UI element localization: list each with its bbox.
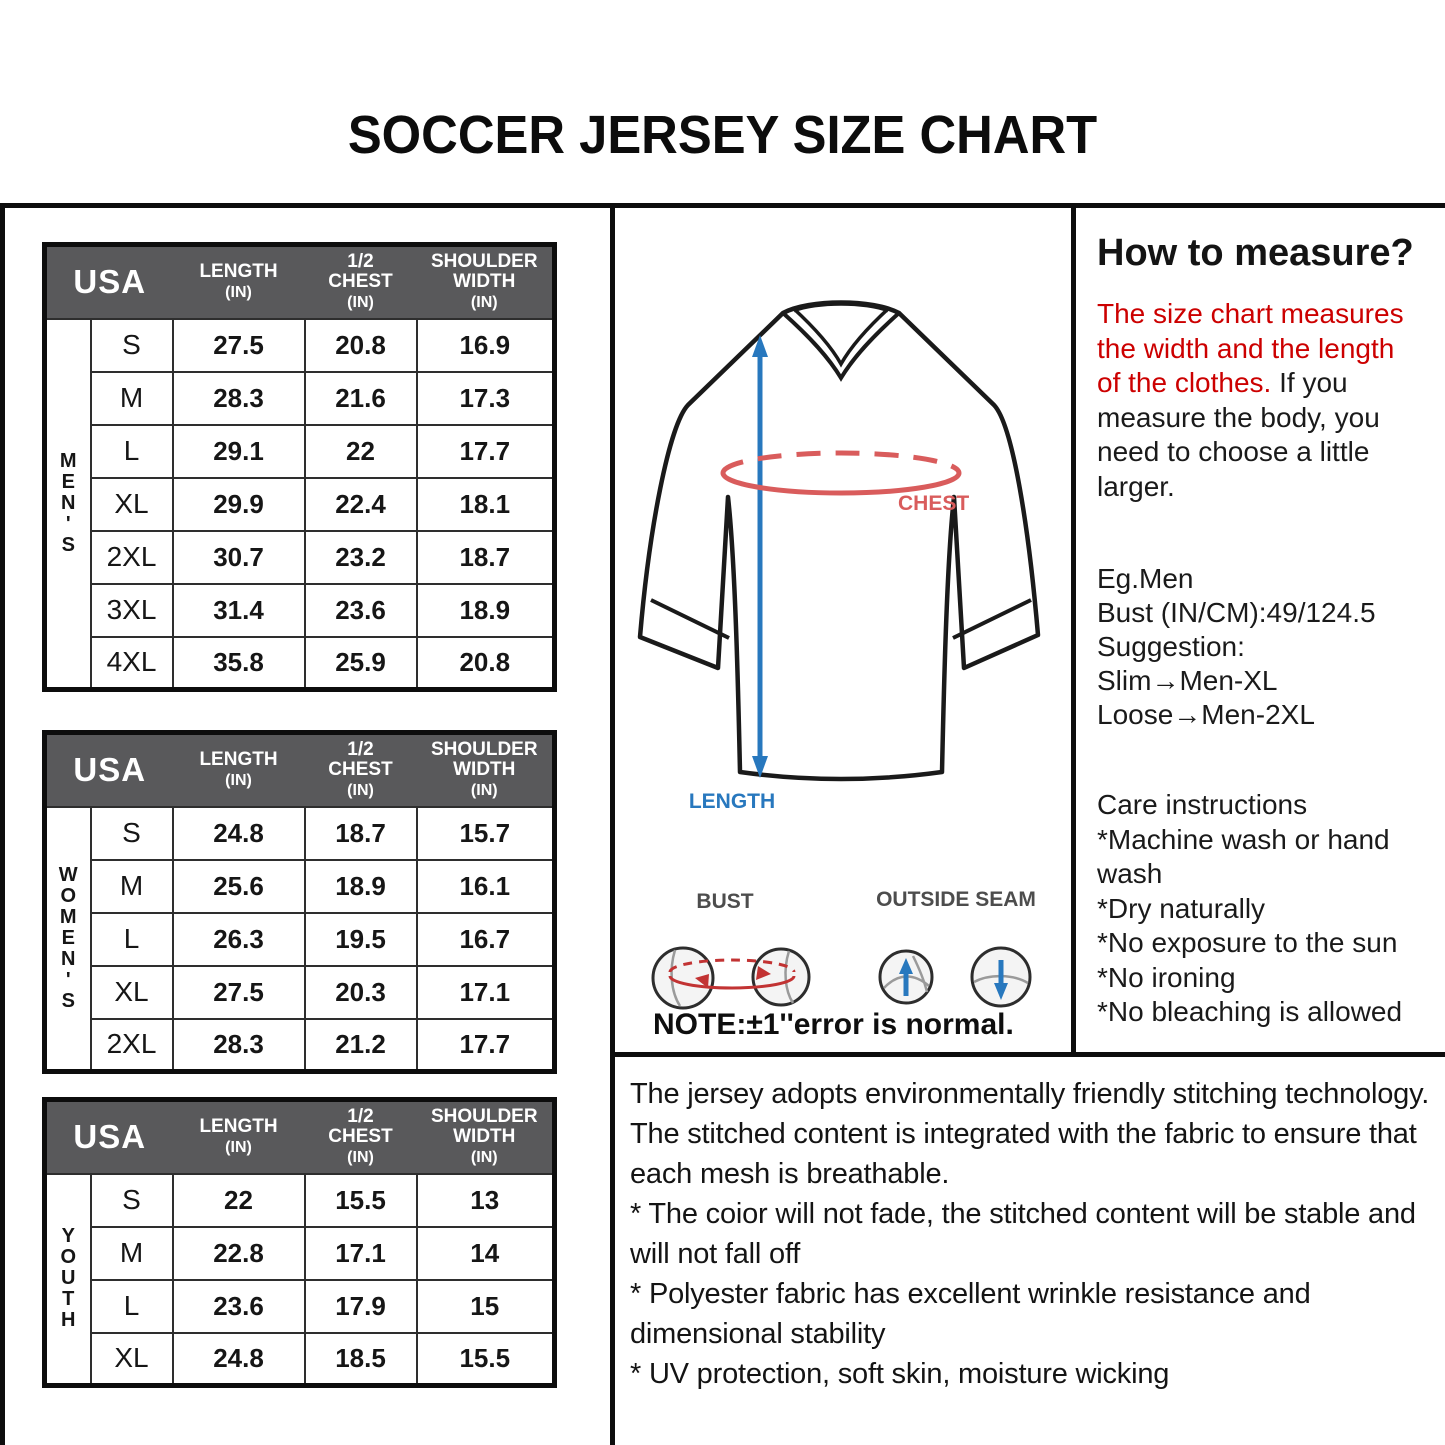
size-row [45,425,555,478]
length-cell: 29.9 [173,478,305,531]
length-cell: 25.6 [173,860,305,913]
size-row [45,372,555,425]
jersey-measure-diagram [613,210,1071,1050]
length-header: LENGTH (IN) [173,733,305,807]
chest-cell: 17.1 [305,1227,417,1280]
chest-cell: 21.6 [305,372,417,425]
horizontal-divider [610,1052,1445,1057]
chest-cell: 20.3 [305,966,417,1019]
size-row [45,1280,555,1333]
size-cell: L [91,1280,173,1333]
care-heading: Care instructions [1097,789,1308,820]
length-cell: 27.5 [173,319,305,372]
length-cell: 35.8 [173,637,305,690]
care-instructions [1097,788,1425,1030]
example-line: Slim→Men-XL [1097,665,1278,696]
chest-cell: 17.9 [305,1280,417,1333]
chest-cell: 15.5 [305,1174,417,1227]
size-row [45,860,555,913]
size-cell: 2XL [91,1019,173,1072]
shoulder-width-header: SHOULDER WIDTH (IN) [417,1100,555,1174]
half-chest-header: 1/2 CHEST (IN) [305,245,417,319]
length-cell: 26.3 [173,913,305,966]
jersey-features [630,1074,1432,1394]
feature-paragraph: * Polyester fabric has excellent wrinkle resistance and dimensional stability [630,1278,1311,1350]
size-cell: 4XL [91,637,173,690]
youth-size-table [42,1097,557,1388]
size-cell: L [91,913,173,966]
care-item: *No ironing [1097,961,1236,993]
shoulder-cell: 13 [417,1174,555,1227]
shoulder-cell: 17.3 [417,372,555,425]
size-cell: M [91,860,173,913]
usa-header: USA [45,733,173,807]
size-table-header-row [45,1100,555,1174]
shoulder-cell: 18.1 [417,478,555,531]
example-line: Bust (IN/CM):49/124.5 [1097,597,1376,628]
size-table-header-row [45,733,555,807]
size-cell: XL [91,1333,173,1386]
length-cell: 31.4 [173,584,305,637]
size-cell: XL [91,966,173,1019]
usa-header: USA [45,1100,173,1174]
group-label: W O M E N ' S [45,807,91,1072]
shoulder-cell: 16.1 [417,860,555,913]
size-row [45,584,555,637]
chest-cell: 19.5 [305,913,417,966]
chest-cell: 18.7 [305,807,417,860]
size-row [45,1333,555,1386]
chest-cell: 25.9 [305,637,417,690]
chest-cell: 21.2 [305,1019,417,1072]
chest-cell: 18.9 [305,860,417,913]
care-item: *Machine wash or hand wash [1097,823,1390,889]
size-cell: XL [91,478,173,531]
shoulder-cell: 15.7 [417,807,555,860]
group-label: M E N ' S [45,319,91,690]
group-label: Y O U T H [45,1174,91,1386]
size-row [45,531,555,584]
chest-cell: 22.4 [305,478,417,531]
size-row [45,966,555,1019]
size-row [45,1174,555,1227]
feature-paragraph: The jersey adopts environmentally friendly stitching technology. The stitched content is integrated with the fabric to ensure that each mesh is breathable. [630,1078,1430,1190]
length-cell: 24.8 [173,807,305,860]
shoulder-width-header: SHOULDER WIDTH (IN) [417,245,555,319]
outside-seam-icon [880,948,1030,1006]
chest-cell: 22 [305,425,417,478]
length-cell: 24.8 [173,1333,305,1386]
chest-cell: 18.5 [305,1333,417,1386]
length-cell: 28.3 [173,1019,305,1072]
size-row [45,807,555,860]
size-cell: S [91,319,173,372]
half-chest-header: 1/2 CHEST (IN) [305,733,417,807]
shoulder-cell: 15 [417,1280,555,1333]
size-cell: M [91,372,173,425]
bust-label: BUST [696,890,754,913]
shoulder-cell: 16.7 [417,913,555,966]
sizing-example [1097,562,1427,732]
size-cell: 2XL [91,531,173,584]
shoulder-cell: 17.7 [417,425,555,478]
shoulder-cell: 17.7 [417,1019,555,1072]
feature-paragraph: * UV protection, soft skin, moisture wicking [630,1358,1170,1390]
measure-paragraph-red: The size chart measures the width and the length of the clothes. [1097,298,1404,398]
mens-size-table [42,242,557,692]
size-cell: 3XL [91,584,173,637]
example-line: Suggestion: [1097,631,1245,662]
chest-cell: 23.2 [305,531,417,584]
usa-header: USA [45,245,173,319]
chest-label: CHEST [898,492,970,515]
length-cell: 27.5 [173,966,305,1019]
length-header: LENGTH (IN) [173,1100,305,1174]
shoulder-cell: 17.1 [417,966,555,1019]
care-item: *Dry naturally [1097,892,1266,924]
size-row [45,1227,555,1280]
size-cell: L [91,425,173,478]
shoulder-width-header: SHOULDER WIDTH (IN) [417,733,555,807]
example-line: Eg.Men [1097,563,1194,594]
chest-cell: 23.6 [305,584,417,637]
half-chest-header: 1/2 CHEST (IN) [305,1100,417,1174]
size-cell: S [91,1174,173,1227]
shoulder-cell: 18.9 [417,584,555,637]
measure-paragraph [1097,297,1423,504]
bust-measure-icon [653,948,809,1008]
shoulder-cell: 15.5 [417,1333,555,1386]
frame-top-border [0,203,1445,208]
shoulder-cell: 20.8 [417,637,555,690]
care-item: *No bleaching is allowed [1097,996,1403,1027]
womens-size-table [42,730,557,1074]
middle-right-divider [1071,203,1076,1057]
length-header: LENGTH (IN) [173,245,305,319]
size-row [45,478,555,531]
size-row [45,637,555,690]
outside-seam-label: OUTSIDE SEAM [876,888,1036,911]
size-cell: S [91,807,173,860]
size-row [45,1019,555,1072]
length-cell: 28.3 [173,372,305,425]
how-to-measure-heading: How to measure? [1097,232,1414,274]
length-cell: 30.7 [173,531,305,584]
jersey-illustration [640,303,1038,780]
frame-left-border [0,203,5,1445]
size-cell: M [91,1227,173,1280]
page-title: SOCCER JERSEY SIZE CHART [347,105,1098,165]
length-cell: 22.8 [173,1227,305,1280]
size-row [45,913,555,966]
size-table-header-row [45,245,555,319]
shoulder-cell: 16.9 [417,319,555,372]
chest-cell: 20.8 [305,319,417,372]
note-text: NOTE:±1''error is normal. [653,1008,1014,1041]
measure-paragraph-black: If you measure the body, you need to choose a little larger. [1097,367,1380,502]
length-cell: 29.1 [173,425,305,478]
example-line: Loose→Men-2XL [1097,699,1315,730]
care-item: *No exposure to the sun [1097,927,1398,958]
shoulder-cell: 14 [417,1227,555,1280]
feature-paragraph: * The coior will not fade, the stitched content will be stable and will not fall off [630,1198,1416,1270]
length-cell: 22 [173,1174,305,1227]
length-cell: 23.6 [173,1280,305,1333]
length-label: LENGTH [688,790,776,813]
size-row [45,319,555,372]
shoulder-cell: 18.7 [417,531,555,584]
